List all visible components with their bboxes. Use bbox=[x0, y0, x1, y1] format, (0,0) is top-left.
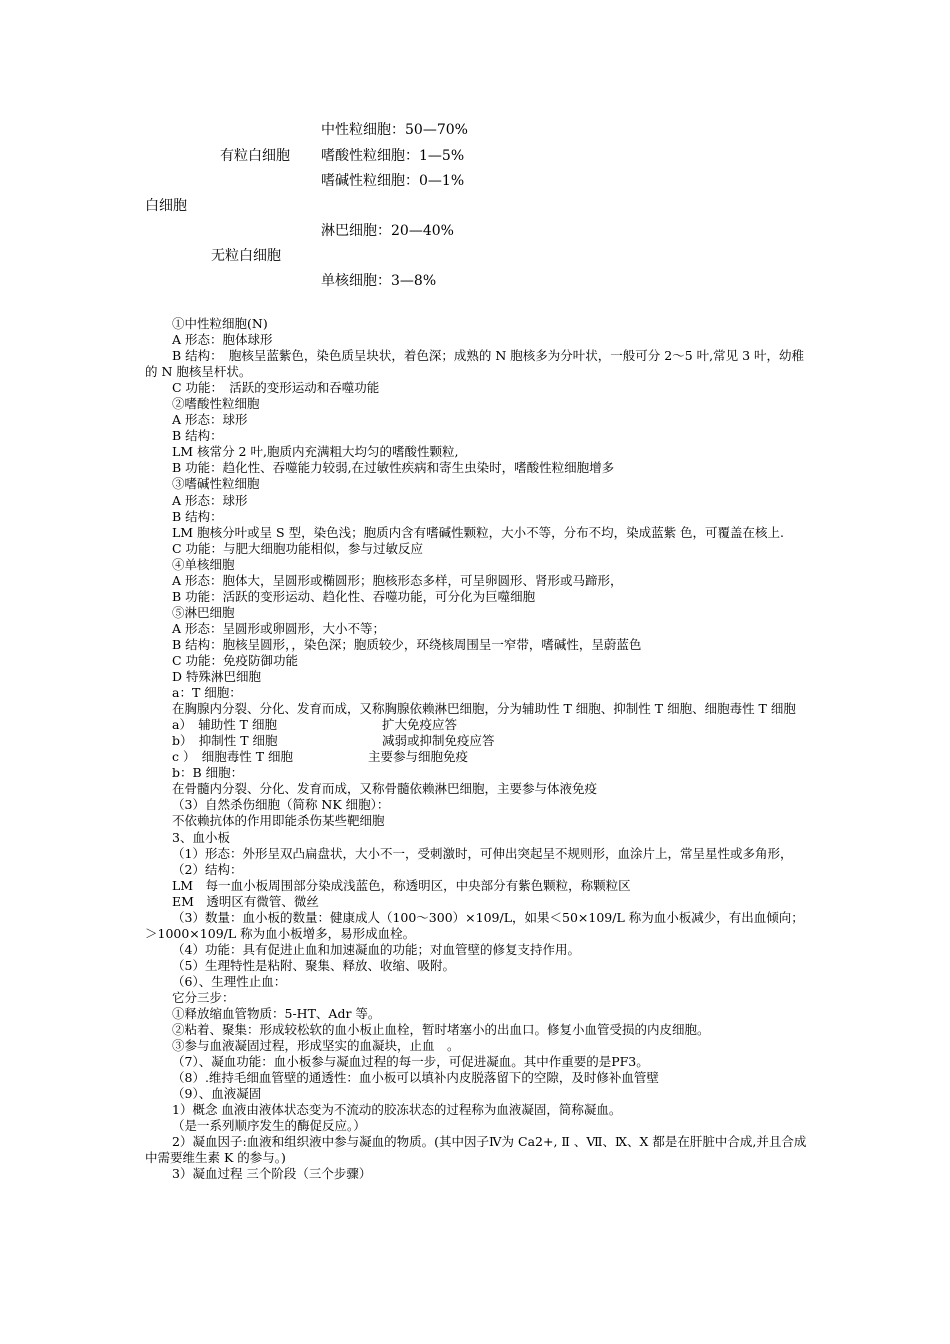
text-line: EM 透明区有微管、微丝 bbox=[172, 893, 319, 909]
text-line: LM 核常分 2 叶,胞质内充满粗大均匀的嗜酸性颗粒, bbox=[172, 444, 459, 460]
text-line: LM 每一血小板周围部分染成浅蓝色，称透明区，中央部分有紫色颗粒，称颗粒区 bbox=[172, 877, 631, 893]
tree-neutrophil: 中性粒细胞：50—70% bbox=[321, 122, 468, 138]
text-line: ③嗜碱性粒细胞 bbox=[172, 476, 260, 492]
text-line: （1）形态：外形呈双凸扁盘状，大小不一，受刺激时，可伸出突起呈不规则形，血涂片上，常呈星性或多角形， bbox=[172, 845, 793, 861]
text-line: （5）生理特性是粘附、聚集、释放、收缩、吸附。 bbox=[172, 957, 455, 973]
text-line: （4）功能：具有促进止血和加速凝血的功能；对血管壁的修复支持作用。 bbox=[172, 941, 580, 957]
text-line: （3）数量：血小板的数量：健康成人（100～300）×109/L，如果＜50×109/L 称为血小板减少，有出血倾向；＞1000×109/L 称为血小板增多，易形成血栓。 bbox=[145, 909, 804, 941]
text-line: b：B 细胞： bbox=[172, 765, 244, 781]
text-cell: 减弱或抑制免疫应答 bbox=[382, 733, 495, 749]
text-line: （8）.维持毛细血管壁的通透性：血小板可以填补内皮脱落留下的空隙，及时修补血管壁 bbox=[172, 1070, 659, 1086]
text-line: （3）自然杀伤细胞（简称 NK 细胞）： bbox=[172, 797, 390, 813]
text-cell: c ） 细胞毒性 T 细胞 bbox=[172, 749, 294, 765]
text-line: A 形态：呈圆形或卵圆形，大小不等； bbox=[172, 620, 386, 636]
text-cell: a） 辅助性 T 细胞 bbox=[172, 717, 277, 733]
text-line bbox=[145, 717, 815, 733]
text-line: ③参与血液凝固过程，形成坚实的血凝块，止血 。 bbox=[172, 1038, 460, 1054]
text-line: （7）、凝血功能：血小板参与凝血过程的每一步，可促进凝血。其中作重要的是PF3。 bbox=[172, 1054, 649, 1070]
text-line: B 结构： 胞核呈蓝紫色，染色质呈块状，着色深；成熟的 N 胞核多为分叶状，一般可分 2～5 叶,常见 3 叶，幼稚的 N 胞核呈杆状。 bbox=[145, 348, 805, 380]
text-line: LM 胞核分叶或呈 S 型，染色浅；胞质内含有嗜碱性颗粒，大小不等，分布不均，染成蓝紫 色，可覆盖在核上. bbox=[172, 524, 785, 540]
tree-monocyte: 单核细胞：3—8% bbox=[321, 273, 437, 289]
text-line: ④单核细胞 bbox=[172, 556, 235, 572]
text-line: 1）概念 血液由液体状态变为不流动的胶冻状态的过程称为血液凝固，简称凝血。 bbox=[172, 1102, 622, 1118]
text-line: B 结构： bbox=[172, 428, 223, 444]
body-text bbox=[145, 316, 815, 1183]
text-line: B 功能：趋化性、吞噬能力较弱,在过敏性疾病和寄生虫染时，嗜酸性粒细胞增多 bbox=[172, 460, 615, 476]
tree-agranular-wbc: 无粒白细胞 bbox=[211, 248, 281, 264]
text-line bbox=[145, 749, 815, 765]
text-line: （是一系列顺序发生的酶促反应。） bbox=[172, 1118, 366, 1134]
text-line: D 特殊淋巴细胞 bbox=[172, 669, 261, 685]
text-line: B 功能：活跃的变形运动、趋化性、吞噬功能，可分化为巨噬细胞 bbox=[172, 588, 536, 604]
text-line: （2）结构： bbox=[172, 861, 243, 877]
text-line: 3）凝血过程 三个阶段（三个步骤） bbox=[172, 1166, 372, 1182]
text-line: A 形态：球形 bbox=[172, 492, 248, 508]
tree-granular-wbc: 有粒白细胞 bbox=[220, 148, 290, 164]
text-line: 3、血小板 bbox=[172, 829, 230, 845]
tree-wbc: 白细胞 bbox=[145, 198, 187, 214]
text-line: C 功能：免疫防御功能 bbox=[172, 652, 299, 668]
text-line: ⑤淋巴细胞 bbox=[172, 604, 235, 620]
text-line: ①中性粒细胞(N) bbox=[172, 316, 268, 331]
tree-lymphocyte: 淋巴细胞：20—40% bbox=[321, 223, 454, 239]
text-line: 在骨髓内分裂、分化、发育而成，又称骨髓依赖淋巴细胞，主要参与体液免疫 bbox=[172, 781, 598, 797]
text-line: ①释放缩血管物质：5-HT、Adr 等。 bbox=[172, 1006, 381, 1022]
tree-basophil: 嗜碱性粒细胞：0—1% bbox=[321, 173, 465, 189]
text-line: B 结构： bbox=[172, 508, 223, 524]
text-line: A 形态：胞体球形 bbox=[172, 332, 273, 348]
text-line: a：T 细胞： bbox=[172, 685, 242, 701]
text-line: C 功能：与肥大细胞功能相似，参与过敏反应 bbox=[172, 540, 424, 556]
tree-eosinophil: 嗜酸性粒细胞：1—5% bbox=[321, 148, 465, 164]
text-line: 它分三步： bbox=[172, 989, 235, 1005]
text-line bbox=[145, 733, 815, 749]
text-line: 2）凝血因子:血液和组织液中参与凝血的物质。(其中因子Ⅳ为 Ca2+, Ⅱ 、Ⅶ、Ⅸ、X 都是在肝脏中合成,并且合成中需要维生素 K 的参与。) bbox=[145, 1134, 807, 1166]
text-cell: 主要参与细胞免疫 bbox=[368, 749, 469, 765]
text-line: 不依赖抗体的作用即能杀伤某些靶细胞 bbox=[172, 813, 385, 829]
text-line: （9）、血液凝固 bbox=[172, 1086, 262, 1102]
text-cell: b） 抑制性 T 细胞 bbox=[172, 733, 278, 749]
text-line: A 形态：胞体大，呈圆形或椭圆形；胞核形态多样，可呈卵圆形、肾形或马蹄形， bbox=[172, 572, 623, 588]
text-line: B 结构：胞核呈圆形，，染色深；胞质较少，环绕核周围呈一窄带，嗜碱性，呈蔚蓝色 bbox=[172, 636, 642, 652]
text-line: ②嗜酸性粒细胞 bbox=[172, 396, 260, 412]
text-line: C 功能： 活跃的变形运动和吞噬功能 bbox=[172, 380, 380, 396]
text-line: A 形态：球形 bbox=[172, 412, 248, 428]
text-cell: 扩大免疫应答 bbox=[382, 717, 458, 733]
text-line: ②粘着、聚集：形成较松软的血小板止血栓，暂时堵塞小的出血口。修复小血管受损的内皮细胞。 bbox=[172, 1022, 710, 1038]
text-line: 在胸腺内分裂、分化、发育而成，又称胸腺依赖淋巴细胞，分为辅助性 T 细胞、抑制性 T 细胞、细胞毒性 T 细胞 bbox=[172, 701, 796, 717]
text-line: （6）、生理性止血： bbox=[172, 973, 287, 989]
